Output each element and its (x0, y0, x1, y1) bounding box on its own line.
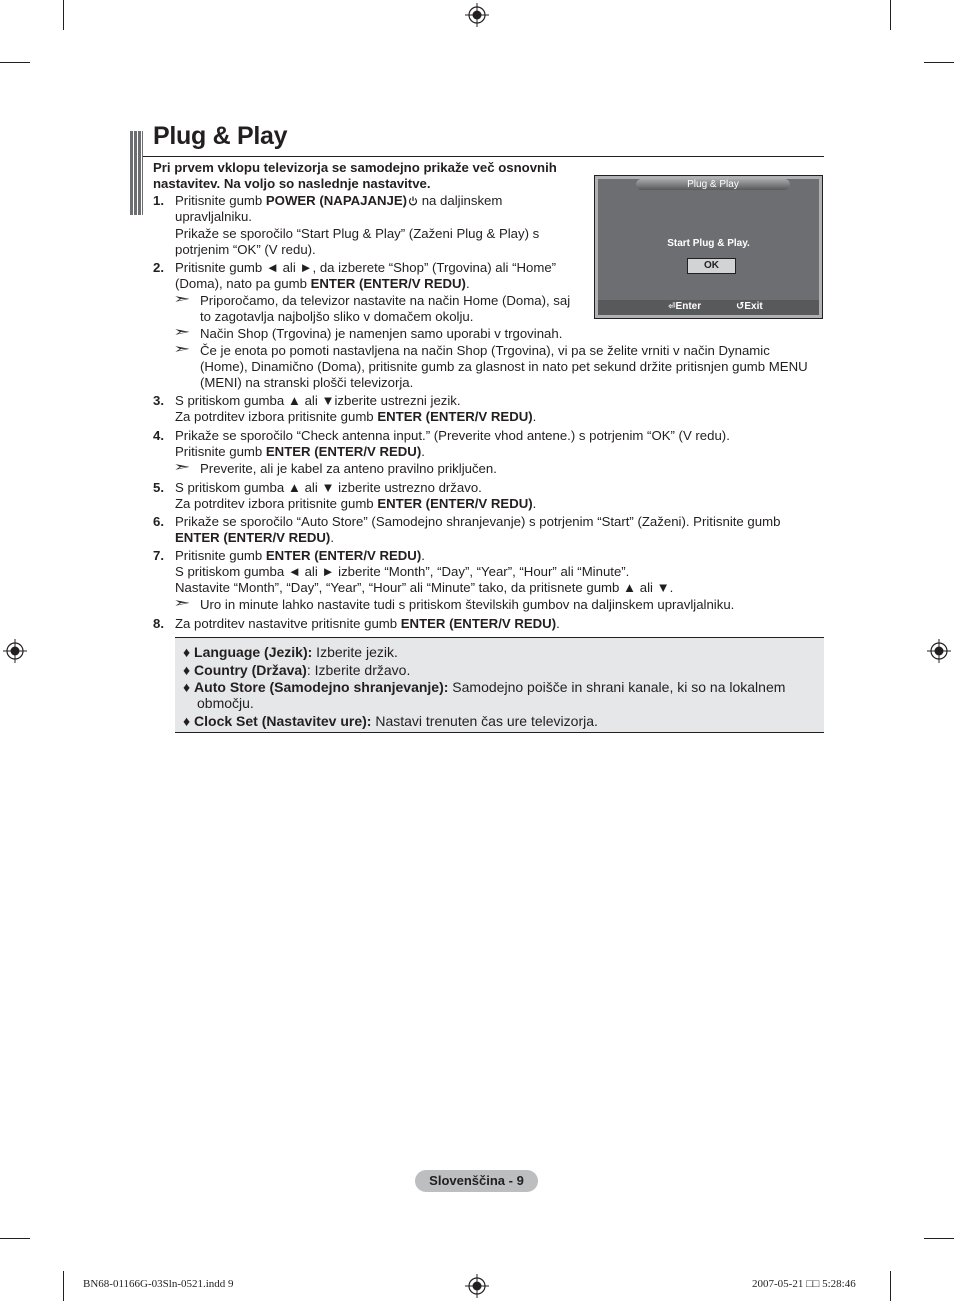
crop-mark (0, 62, 30, 63)
step-number: 3. (153, 393, 164, 408)
step-1-text: Pritisnite gumb (175, 193, 266, 208)
summary-item-label: Clock Set (Nastavitev ure): (194, 713, 372, 729)
crop-mark (890, 1271, 891, 1301)
power-icon (408, 196, 418, 206)
step-7-text: Pritisnite gumb (175, 548, 266, 563)
note-arrow-icon: ➣ (173, 341, 191, 356)
tv-screen-illustration (594, 175, 823, 319)
step-4-line: Prikaže se sporočilo “Check antenna input.” (Preverite vhod antene.) s potrjenim “OK” (V redu). (175, 428, 730, 443)
step-7-line: Nastavite “Month”, “Day”, “Year”, “Hour” ali “Minute” tako, da pritisnete gumb ▲ ali ▼. (175, 580, 674, 595)
osd-message: Start Plug & Play. (667, 238, 750, 249)
summary-item-text: Nastavi trenuten čas ure televizorja. (371, 713, 598, 729)
step-7-text: . (421, 548, 425, 563)
step-8-line (175, 616, 560, 632)
summary-item-text: : Izberite državo. (306, 662, 411, 678)
return-icon: ↺ (736, 301, 745, 312)
note-line: Način Shop (Trgovina) je namenjen samo uporabi v trgovinah. (200, 326, 563, 341)
step-4-text: . (421, 444, 425, 459)
file-slug: BN68-01166G-03Sln-0521.indd 9 (83, 1278, 234, 1290)
step-2-text: . (465, 276, 470, 291)
step-8-text: . (556, 616, 560, 631)
note-arrow-icon: ➣ (173, 459, 191, 474)
osd-footer (598, 300, 819, 315)
osd-enter-hint (668, 301, 701, 312)
diamond-bullet-icon: ♦ (183, 644, 195, 660)
enter-button-label: ENTER (ENTER/V REDU) (400, 616, 557, 631)
step-6-line (175, 530, 334, 546)
osd-ok-button: OK (687, 258, 736, 274)
summary-item-text: Izberite jezik. (312, 644, 398, 660)
note-arrow-icon: ➣ (173, 291, 191, 306)
step-number: 2. (153, 260, 164, 275)
page-title: Plug & Play (153, 122, 288, 150)
step-5-text: Za potrditev izbora pritisnite gumb (175, 496, 378, 511)
step-5-line: S pritiskom gumba ▲ ali ▼ izberite ustrezno državo. (175, 480, 482, 495)
intro-line: Pri prvem vklopu televizorja se samodejno prikaže več osnovnih (153, 160, 557, 175)
note-line: (Home), Dinamično (Doma), pritisnite gumb za glasnost in nato pet sekund držite pritisnjen gumb MENU (200, 359, 808, 374)
enter-button-label: ENTER (ENTER/V REDU) (265, 548, 422, 563)
note-arrow-icon: ➣ (173, 595, 191, 610)
summary-item (183, 662, 410, 679)
note-line: Uro in minute lahko nastavite tudi s pritiskom številskih gumbov na daljinskem upravljalniku. (200, 597, 735, 612)
summary-item (183, 679, 785, 696)
step-1-line (175, 193, 502, 209)
step-number: 8. (153, 616, 164, 631)
page-number-badge: Slovenščina - 9 (415, 1170, 538, 1192)
registration-mark-icon (3, 639, 27, 663)
step-7-line: S pritiskom gumba ◄ ali ► izberite “Month”, “Day”, “Year”, “Hour” ali “Minute”. (175, 564, 630, 579)
summary-item-text: Samodejno poišče in shrani kanale, ki so na lokalnem (448, 679, 786, 695)
summary-item (183, 713, 598, 730)
osd-panel (598, 179, 819, 315)
step-number: 7. (153, 548, 164, 563)
step-5-line (175, 496, 536, 512)
summary-item-label: Country (Država) (194, 662, 307, 678)
summary-item-label: Auto Store (Samodejno shranjevanje): (194, 679, 449, 695)
osd-exit-label: Exit (744, 301, 763, 312)
settings-summary-box (175, 637, 824, 733)
step-3-text: . (532, 409, 537, 424)
step-1-text: na daljinskem (418, 193, 503, 208)
note-line: Če je enota po pomoti nastavljena na način Shop (Trgovina), vi pa se želite vrniti v način Dynamic (200, 343, 770, 358)
intro-line: nastavitev. Na voljo so naslednje nastavitve. (153, 176, 431, 191)
step-4-text: Pritisnite gumb (175, 444, 266, 459)
diamond-bullet-icon: ♦ (183, 679, 195, 695)
enter-button-label: ENTER (ENTER/V REDU) (377, 496, 533, 511)
step-number: 1. (153, 193, 164, 208)
title-rule (143, 156, 824, 157)
enter-button-label: ENTER (ENTER/V REDU) (175, 530, 331, 545)
step-3-line (175, 409, 536, 425)
osd-title: Plug & Play (636, 179, 790, 190)
step-7-line (175, 548, 425, 564)
step-number: 6. (153, 514, 164, 529)
enter-button-label: ENTER (ENTER/V REDU) (310, 276, 466, 291)
summary-item (183, 644, 398, 661)
step-8-text: Za potrditev nastavitve pritisnite gumb (175, 616, 401, 631)
crop-mark (63, 1271, 64, 1301)
step-5-text: . (532, 496, 537, 511)
note-arrow-icon: ➣ (173, 324, 191, 339)
step-1-line: potrjenim “OK” (V redu). (175, 242, 316, 257)
registration-mark-icon (465, 3, 489, 27)
diamond-bullet-icon: ♦ (183, 713, 195, 729)
enter-button-label: ENTER (ENTER/V REDU) (377, 409, 533, 424)
title-accent-bar (130, 131, 143, 215)
step-3-text: Za potrditev izbora pritisnite gumb (175, 409, 378, 424)
step-number: 5. (153, 480, 164, 495)
step-2-text: (Doma), nato pa gumb (175, 276, 311, 291)
enter-button-label: ENTER (ENTER/V REDU) (265, 444, 422, 459)
step-1-line: upravljalniku. (175, 209, 252, 224)
step-6-line: Prikaže se sporočilo “Auto Store” (Samodejno shranjevanje) s potrjenim “Start” (Zaženi). Pritisnite gumb (175, 514, 781, 529)
date-slug: 2007-05-21 □□ 5:28:46 (752, 1278, 856, 1290)
registration-mark-icon (927, 639, 951, 663)
crop-mark (0, 1238, 30, 1239)
step-number: 4. (153, 428, 164, 443)
summary-item-label: Language (Jezik): (194, 644, 313, 660)
step-1-line: Prikaže se sporočilo “Start Plug & Play” (Zaženi Plug & Play) s (175, 226, 540, 241)
note-line: (MENI) na stranski plošči televizorja. (200, 375, 414, 390)
note-line: Priporočamo, da televizor nastavite na način Home (Doma), saj (200, 293, 571, 308)
crop-mark (63, 0, 64, 30)
registration-mark-icon (465, 1274, 489, 1298)
step-2-line (175, 276, 470, 292)
crop-mark (924, 62, 954, 63)
step-6-text: . (330, 530, 334, 545)
osd-enter-label: Enter (675, 301, 702, 312)
note-line: Preverite, ali je kabel za anteno pravilno priključen. (200, 461, 497, 476)
diamond-bullet-icon: ♦ (183, 662, 195, 678)
crop-mark (890, 0, 891, 30)
osd-exit-hint (736, 301, 763, 312)
crop-mark (924, 1238, 954, 1239)
step-3-line: S pritiskom gumba ▲ ali ▼izberite ustrezni jezik. (175, 393, 461, 408)
summary-item-continued: območju. (197, 695, 254, 711)
step-4-line (175, 444, 425, 460)
note-line: to zagotavlja najboljšo sliko v domačem okolju. (200, 309, 474, 324)
step-2-line: Pritisnite gumb ◄ ali ►, da izberete “Shop” (Trgovina) ali “Home” (175, 260, 557, 275)
enter-icon: ⏎ (668, 301, 676, 311)
power-button-label: POWER (NAPAJANJE) (265, 193, 408, 208)
